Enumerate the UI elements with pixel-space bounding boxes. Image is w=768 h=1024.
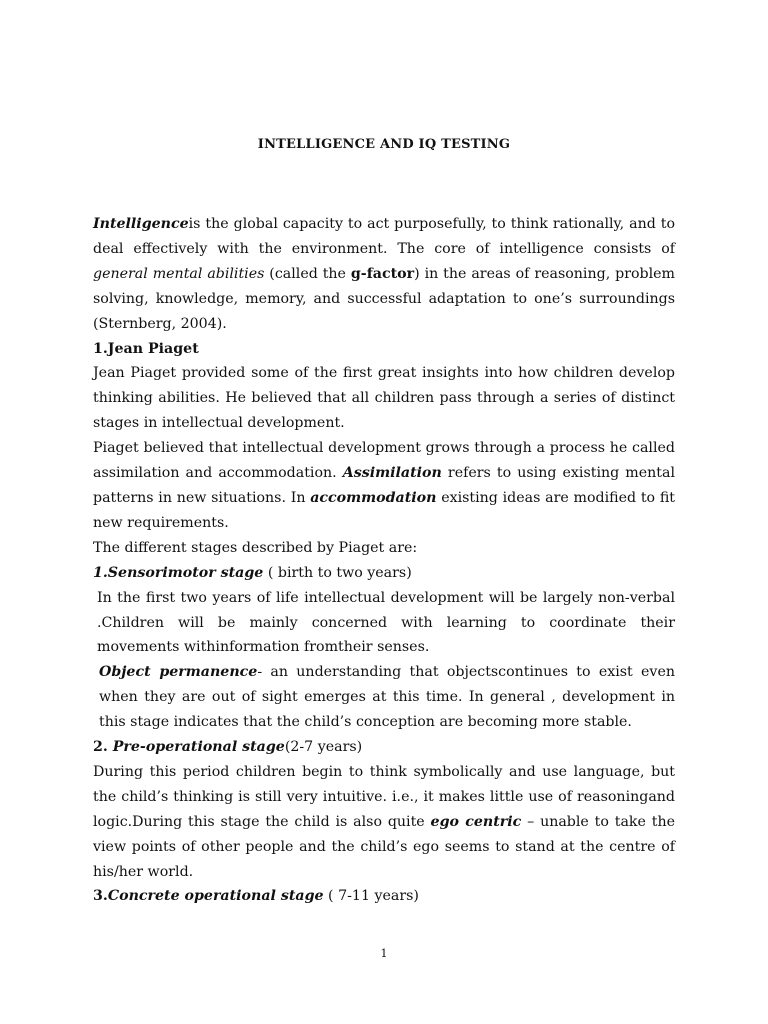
piaget-text-b: refers to using existing mental patterns in new situations. In: [93, 465, 675, 506]
stage1-text-2: - an understanding that objectscontinues to exist even when they are out of sight emerges at this time. In general , development in this stage indicates that the child’s conception are becoming more stable.: [99, 664, 675, 731]
stage2-label: Pre-operational stage: [112, 739, 285, 756]
stage1-paragraph-2: [93, 660, 675, 735]
page-number: 1: [380, 947, 388, 960]
stage3-heading: [93, 884, 675, 909]
intro-text-2: (called the: [264, 265, 351, 282]
section-heading-piaget: 1.Jean Piaget: [93, 340, 199, 357]
intro-text-1: is the global capacity to act purposefully, to think rationally, and to deal effectively with the environment. The core of intelligence consists of: [93, 216, 675, 257]
stage2-number: 2.: [93, 739, 113, 756]
intro-gma: general mental abilities: [93, 265, 265, 282]
stage1-range: ( birth to two years): [263, 564, 412, 581]
piaget-text-a: Piaget believed that intellectual development grows through a process he called assimilation and accommodation.: [93, 440, 675, 482]
intro-term: Intelligence: [93, 216, 189, 232]
ego-centric-term: ego centric: [430, 813, 522, 830]
assimilation-term: Assimilation: [342, 465, 442, 482]
stage3-range: ( 7-11 years): [323, 888, 419, 905]
accommodation-term: accommodation: [310, 489, 437, 506]
piaget-text-c: existing ideas are modified to fit new requirements.: [93, 489, 675, 531]
piaget-paragraph-1: Jean Piaget provided some of the first great insights into how children develop thinking abilities. He believed that all children pass through a series of distinct stages in intellectual development.: [93, 365, 675, 432]
stage2-heading: [93, 735, 675, 760]
stage2-text-a: During this period children begin to think symbolically and use language, but the child’s thinking is still very intuitive. i.e., it makes little use of reasoningand logic.During this stage the child is also quite: [93, 763, 675, 830]
stage2-paragraph: [93, 760, 675, 885]
stage3-label: Concrete operational stage: [107, 888, 324, 905]
stage1-heading: [93, 561, 675, 586]
stage2-text-b: – unable to take the view points of other people and the child’s ego seems to stand at the centre of his/her world.: [93, 813, 675, 880]
document-body: [93, 212, 675, 909]
intro-gfactor: g-factor: [350, 265, 415, 282]
stage1-label: 1.Sensorimotor stage: [93, 564, 264, 581]
intro-paragraph: [93, 212, 675, 337]
stage2-range: (2-7 years): [284, 739, 363, 756]
document-title: INTELLIGENCE AND IQ TESTING: [257, 137, 511, 152]
intro-text-3: ) in the areas of reasoning, problem solving, knowledge, memory, and successful adaptation to one’s surroundings (Sternberg, 2004).: [93, 265, 675, 332]
piaget-paragraph-2: [93, 436, 675, 536]
stage3-number: 3.: [93, 888, 108, 905]
object-permanence-term: Object permanence: [99, 664, 258, 681]
stage1-paragraph-1: In the first two years of life intellectual development will be largely non-verbal .Children will be mainly concerned with learning to coordinate their movements withinformation fromtheir senses.: [97, 589, 675, 656]
piaget-paragraph-3: The different stages described by Piaget are:: [93, 539, 418, 556]
